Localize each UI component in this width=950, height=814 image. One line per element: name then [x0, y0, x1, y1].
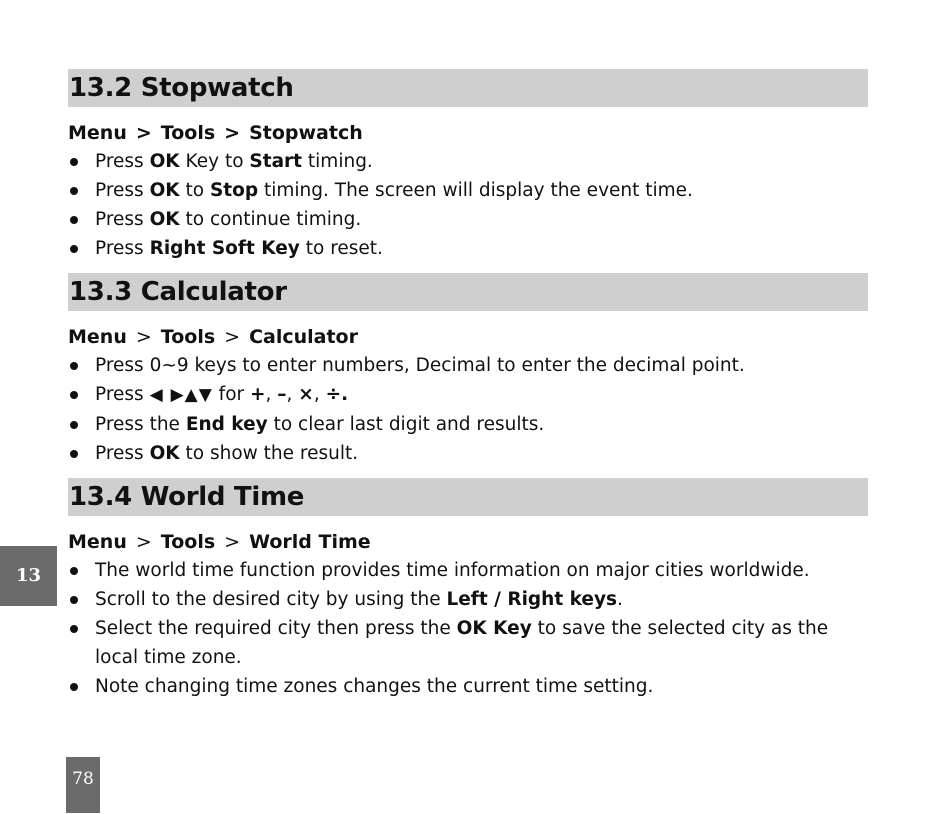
- bullet-icon: [70, 596, 78, 604]
- arrow-keys-icon: ◀ ▶▲▼: [149, 385, 213, 405]
- list-item: [68, 410, 868, 439]
- body-text: timing. The screen will display the event time.: [258, 180, 693, 201]
- chapter-tab: 13: [0, 546, 57, 606]
- body-text: Key to: [179, 151, 250, 172]
- section-calculator: [68, 273, 868, 468]
- bullet-icon: [70, 683, 78, 691]
- emphasis-text: OK: [149, 151, 180, 172]
- body-text: to continue timing.: [179, 209, 362, 230]
- emphasis-text: OK: [149, 180, 180, 201]
- emphasis-text: OK: [149, 209, 180, 230]
- body-text: Press the: [95, 414, 186, 435]
- emphasis-text: End key: [185, 414, 268, 435]
- bullet-icon: [70, 216, 78, 224]
- list-item: [68, 380, 868, 410]
- body-text: .: [617, 589, 623, 610]
- bullet-icon: [70, 391, 78, 399]
- body-text: ,: [265, 384, 278, 405]
- list-item: [68, 351, 868, 380]
- bullet-list: [68, 351, 868, 468]
- body-text: to save the selected city as the local time zone.: [95, 618, 829, 668]
- bullet-icon: [70, 158, 78, 166]
- body-text: to clear last digit and results.: [267, 414, 545, 435]
- bullet-icon: [70, 187, 78, 195]
- section-world-time: [68, 478, 868, 701]
- emphasis-text: ×: [298, 384, 314, 405]
- bullet-icon: [70, 245, 78, 253]
- list-item: [68, 205, 868, 234]
- bullet-icon: [70, 450, 78, 458]
- emphasis-text: Stop: [209, 180, 259, 201]
- section-title: 13.2 Stopwatch: [68, 69, 868, 107]
- breadcrumb-separator: >: [135, 326, 152, 348]
- list-item: [68, 234, 868, 263]
- body-text: to show the result.: [179, 443, 359, 464]
- body-text: ,: [313, 384, 326, 405]
- breadcrumb: [68, 528, 868, 556]
- breadcrumb: [68, 119, 868, 147]
- breadcrumb-item: Tools: [160, 122, 216, 144]
- list-item: [68, 439, 868, 468]
- body-text: Press: [95, 180, 150, 201]
- body-text: Press: [95, 238, 150, 259]
- section-title: 13.4 World Time: [68, 478, 868, 516]
- list-item: [68, 672, 868, 701]
- body-text: to: [179, 180, 210, 201]
- emphasis-text: OK Key: [456, 618, 532, 639]
- emphasis-text: Start: [249, 151, 303, 172]
- body-text: to reset.: [299, 238, 383, 259]
- breadcrumb-separator: >: [135, 122, 152, 144]
- body-text: Select the required city then press the: [95, 618, 457, 639]
- bullet-icon: [70, 421, 78, 429]
- section-title: 13.3 Calculator: [68, 273, 868, 311]
- emphasis-text: +: [250, 384, 266, 405]
- emphasis-text: ÷.: [325, 384, 349, 405]
- breadcrumb-item: Menu: [68, 531, 127, 553]
- breadcrumb-separator: >: [224, 531, 241, 553]
- breadcrumb-item: Menu: [68, 326, 127, 348]
- breadcrumb-item: Tools: [160, 326, 216, 348]
- body-text: timing.: [302, 151, 373, 172]
- body-text: Press: [95, 384, 150, 405]
- body-text: Press: [95, 443, 150, 464]
- body-text: The world time function provides time information on major cities worldwide.: [95, 560, 810, 581]
- bullet-icon: [70, 362, 78, 370]
- body-text: Press: [95, 209, 150, 230]
- body-text: for: [212, 384, 250, 405]
- bullet-icon: [70, 625, 78, 633]
- emphasis-text: Right Soft Key: [149, 238, 300, 259]
- list-item: [68, 147, 868, 176]
- breadcrumb-item: Stopwatch: [249, 122, 363, 144]
- page-number: 78: [66, 757, 100, 813]
- bullet-list: [68, 147, 868, 263]
- list-item: [68, 614, 868, 672]
- bullet-icon: [70, 567, 78, 575]
- emphasis-text: OK: [149, 443, 180, 464]
- body-text: Press 0~9 keys to enter numbers, Decimal to enter the decimal point.: [95, 355, 745, 376]
- section-stopwatch: [68, 69, 868, 263]
- emphasis-text: Left / Right keys: [446, 589, 618, 610]
- emphasis-text: –: [277, 384, 287, 405]
- body-text: Scroll to the desired city by using the: [95, 589, 447, 610]
- list-item: [68, 585, 868, 614]
- breadcrumb-separator: >: [135, 531, 152, 553]
- list-item: [68, 176, 868, 205]
- breadcrumb-separator: >: [224, 122, 241, 144]
- body-text: Press: [95, 151, 150, 172]
- breadcrumb-item: Calculator: [249, 326, 358, 348]
- list-item: [68, 556, 868, 585]
- bullet-list: [68, 556, 868, 701]
- breadcrumb-item: Menu: [68, 122, 127, 144]
- breadcrumb: [68, 323, 868, 351]
- breadcrumb-item: World Time: [249, 531, 371, 553]
- body-text: ,: [286, 384, 299, 405]
- breadcrumb-separator: >: [224, 326, 241, 348]
- breadcrumb-item: Tools: [160, 531, 216, 553]
- body-text: Note changing time zones changes the current time setting.: [95, 676, 654, 697]
